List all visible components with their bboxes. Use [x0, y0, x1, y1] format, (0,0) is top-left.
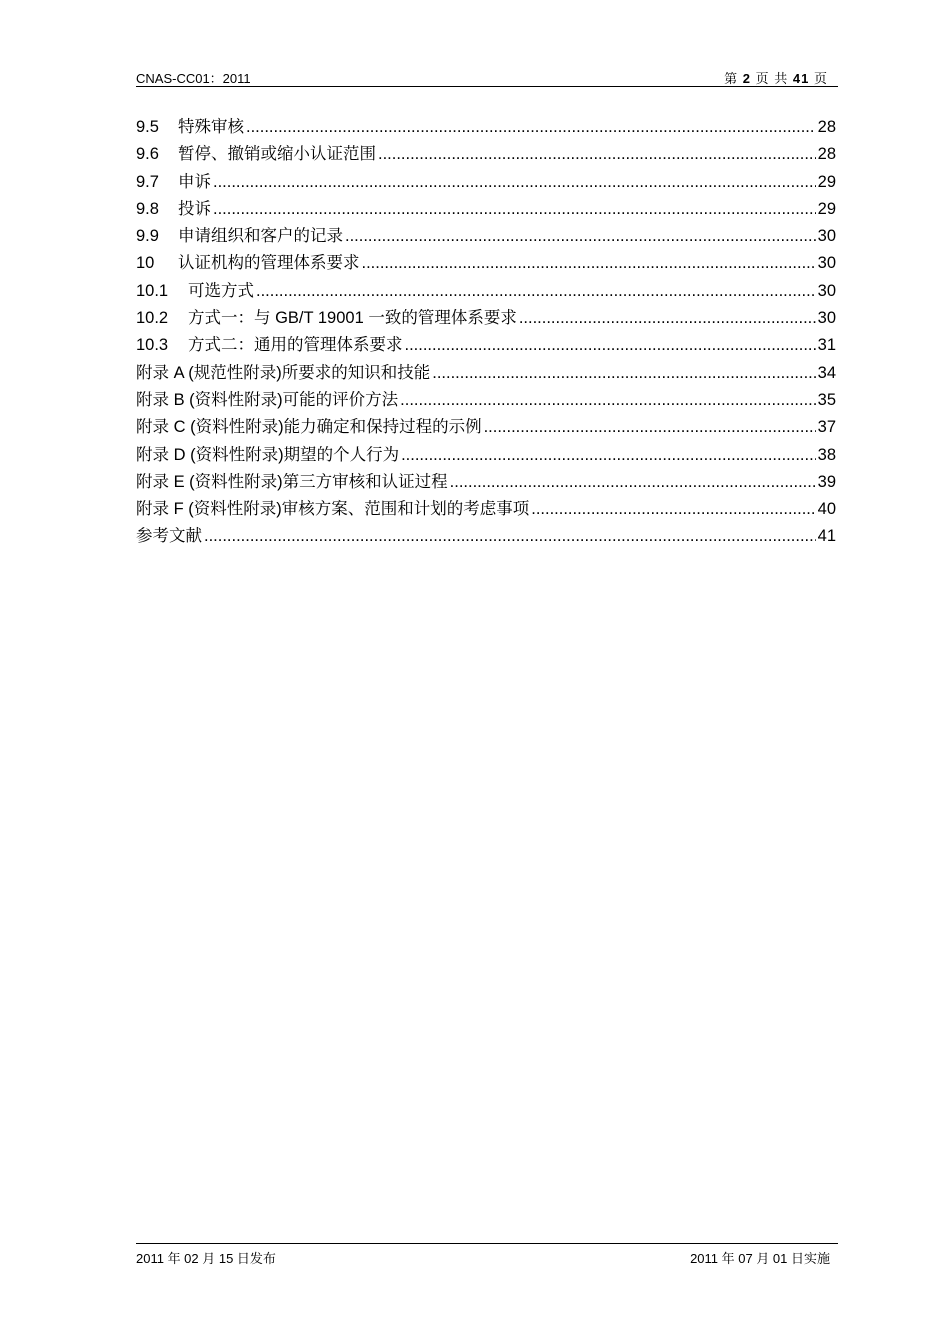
toc-entry-number: 9.9 — [136, 227, 159, 246]
toc-entry[interactable] — [136, 413, 836, 440]
implementation-date: 2011 年 07 月 01 日实施 — [690, 1251, 830, 1266]
toc-entry-page: 38 — [817, 445, 836, 464]
toc-entry-page: 28 — [817, 118, 836, 136]
toc-dot-leader — [204, 527, 816, 546]
toc-dot-leader — [450, 473, 816, 492]
toc-entry[interactable] — [136, 522, 836, 549]
toc-entry-page: 31 — [817, 336, 836, 355]
toc-entry[interactable] — [136, 468, 836, 495]
document-code: CNAS-CC01：2011 — [136, 71, 251, 86]
toc-entry-number: 10.2 — [136, 309, 169, 328]
toc-dot-leader — [345, 227, 816, 246]
toc-entry[interactable] — [136, 168, 836, 195]
page-mid-text: 页 共 — [755, 71, 789, 86]
toc-entry-page: 40 — [817, 500, 836, 519]
toc-entry-page: 41 — [817, 527, 836, 546]
toc-entry-page: 34 — [817, 363, 836, 382]
toc-entry-number: 10.1 — [136, 281, 169, 300]
toc-entry[interactable] — [136, 331, 836, 358]
toc-dot-leader — [484, 418, 816, 437]
toc-dot-leader — [378, 145, 816, 164]
toc-dot-leader — [256, 282, 816, 301]
toc-entry[interactable] — [136, 222, 836, 249]
toc-entry-title: 附录 E (资料性附录)第三方审核和认证过程 — [136, 472, 448, 491]
current-page-number: 2 — [742, 71, 752, 86]
toc-entry[interactable] — [136, 277, 836, 304]
toc-entry-title: 投诉 — [178, 199, 211, 218]
total-page-number: 41 — [792, 71, 810, 86]
toc-entry[interactable] — [136, 304, 836, 331]
toc-entry-page: 30 — [817, 227, 836, 246]
toc-dot-leader — [531, 500, 815, 519]
toc-entry-number: 9.8 — [136, 199, 159, 218]
toc-entry-title: 附录 F (资料性附录)审核方案、范围和计划的考虑事项 — [136, 500, 530, 519]
toc-dot-leader — [362, 254, 816, 273]
toc-entry-title: 申诉 — [178, 172, 211, 191]
toc-dot-leader — [432, 364, 815, 383]
toc-dot-leader — [213, 200, 816, 219]
toc-dot-leader — [400, 391, 815, 410]
table-of-contents — [136, 113, 836, 550]
toc-entry[interactable] — [136, 195, 836, 222]
toc-entry[interactable] — [136, 359, 836, 386]
toc-entry-title: 可选方式 — [188, 281, 254, 300]
page-header — [136, 67, 838, 87]
toc-entry[interactable] — [136, 140, 836, 167]
release-date: 2011 年 02 月 15 日发布 — [136, 1251, 276, 1266]
toc-entry[interactable] — [136, 113, 836, 140]
toc-entry-title: 附录 B (资料性附录)可能的评价方法 — [136, 390, 399, 409]
toc-entry-title: 方式二：通用的管理体系要求 — [188, 336, 403, 355]
toc-entry-page: 39 — [817, 472, 836, 491]
toc-entry-number: 9.7 — [136, 172, 159, 191]
toc-entry-title: 暂停、撤销或缩小认证范围 — [178, 145, 376, 164]
toc-entry-number: 9.5 — [136, 118, 159, 136]
toc-entry[interactable] — [136, 386, 836, 413]
toc-entry-title: 附录 C (资料性附录)能力确定和保持过程的示例 — [136, 418, 482, 437]
toc-entry-page: 37 — [817, 418, 836, 437]
toc-entry-title: 特殊审核 — [178, 118, 244, 136]
toc-entry-title: 附录 D (资料性附录)期望的个人行为 — [136, 445, 400, 464]
toc-entry-page: 29 — [817, 199, 836, 218]
toc-entry[interactable] — [136, 249, 836, 276]
toc-dot-leader — [405, 336, 816, 355]
toc-entry-title: 附录 A (规范性附录)所要求的知识和技能 — [136, 363, 431, 382]
toc-entry-page: 30 — [817, 254, 836, 273]
toc-entry-page: 35 — [817, 390, 836, 409]
toc-entry-title: 方式一：与 GB/T 19001 一致的管理体系要求 — [188, 309, 517, 328]
toc-entry-number: 10 — [136, 254, 155, 273]
toc-dot-leader — [401, 446, 816, 465]
toc-entry-number: 9.6 — [136, 145, 159, 164]
page-prefix: 第 — [724, 71, 739, 86]
toc-entry[interactable] — [136, 441, 836, 468]
page-footer — [136, 1243, 838, 1266]
toc-entry-title: 申请组织和客户的记录 — [178, 227, 343, 246]
toc-entry-page: 29 — [817, 172, 836, 191]
page-suffix: 页 — [813, 71, 828, 86]
toc-dot-leader — [213, 173, 816, 192]
page-number-info — [724, 68, 828, 87]
toc-entry-number: 10.3 — [136, 336, 169, 355]
toc-dot-leader — [519, 309, 816, 328]
toc-entry-page: 30 — [817, 281, 836, 300]
toc-entry-title: 认证机构的管理体系要求 — [178, 254, 360, 273]
toc-dot-leader — [246, 118, 816, 137]
toc-entry-page: 28 — [817, 145, 836, 164]
toc-entry[interactable] — [136, 495, 836, 522]
toc-entry-page: 30 — [817, 309, 836, 328]
toc-entry-title: 参考文献 — [136, 527, 202, 546]
